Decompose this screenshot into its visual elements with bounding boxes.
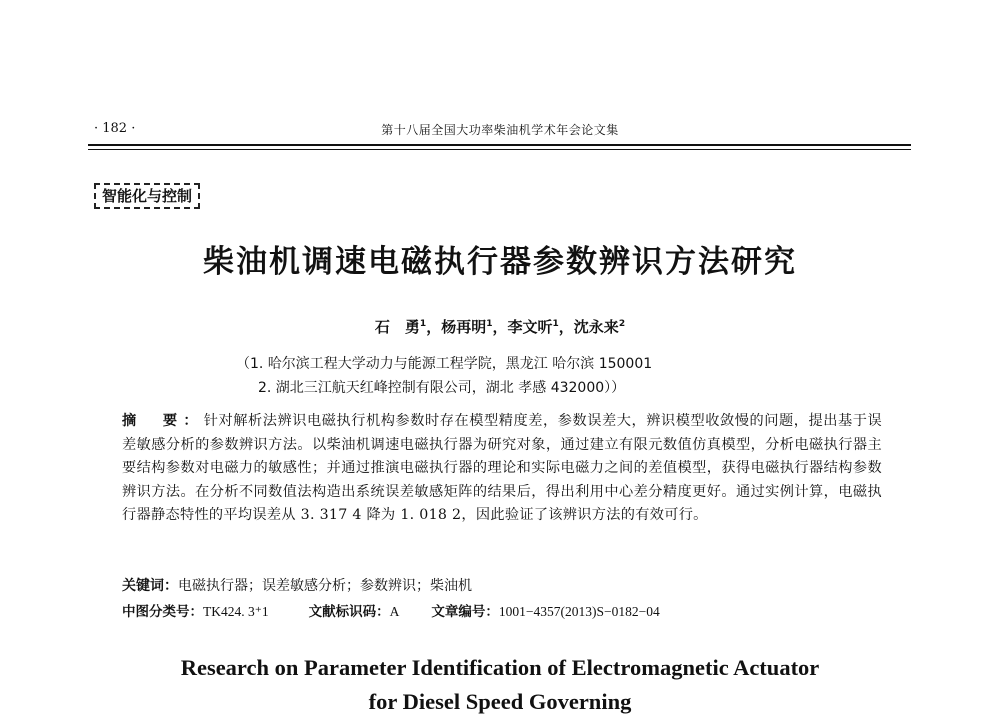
- article-number-value: 1001−4357(2013)S−0182−04: [498, 604, 660, 619]
- paper-title-cn: 柴油机调速电磁执行器参数辨识方法研究: [203, 244, 797, 280]
- classification-line: [122, 600, 660, 620]
- author-separator: ，: [426, 318, 442, 336]
- section-tag: 智能化与控制: [94, 183, 200, 209]
- abstract-label: 摘 要：: [122, 413, 204, 429]
- clc-value: TK424. 3⁺1: [203, 604, 269, 619]
- author-name: 杨再明: [441, 318, 487, 336]
- title-en-line-1: Research on Parameter Identification of Electromagnetic Actuator: [180, 655, 820, 680]
- affiliation-line-2: 2. 湖北三江航天红峰控制有限公司，湖北 孝感 432000））: [258, 380, 626, 396]
- author-name: 沈永来: [573, 318, 619, 336]
- abstract: [122, 410, 882, 528]
- keywords-text: 电磁执行器；误差敏感分析；参数辨识；柴油机: [178, 578, 472, 594]
- author-affil-mark: 1: [486, 319, 493, 329]
- header-rule-thin: [88, 149, 911, 150]
- author-name: 石 勇: [374, 318, 420, 336]
- author-list: [0, 316, 1000, 337]
- doc-code-label: 文献标识码：: [308, 604, 390, 620]
- author-affil-mark: 2: [618, 319, 626, 329]
- affiliation-line-1: （1. 哈尔滨工程大学动力与能源工程学院，黑龙江 哈尔滨 150001: [236, 356, 653, 372]
- article-number-label: 文章编号：: [431, 604, 499, 620]
- header-rule-thick: [88, 144, 911, 146]
- author-name: 李文听: [507, 318, 553, 336]
- paper-title-en: [0, 651, 1000, 719]
- author-separator: ，: [492, 318, 508, 336]
- abstract-text: 针对解析法辨识电磁执行机构参数时存在模型精度差，参数误差大，辨识模型收敛慢的问题，提出基于误差敏感分析的参数辨识方法。以柴油机调速电磁执行器为研究对象，通过建立有限元数值仿真模型，分析电磁执行器主要结构参数对电磁力的敏感性；并通过推演电磁执行器的理论和实际电磁力之间的差值模型，获得电磁执行器结构参数辨识方法。在分析不同数值法构造出系统误差敏感矩阵的结果后，得出利用中心差分精度更好。通过实例计算，电磁执行器静态特性的平均误差从 3. 317 4 降为 1. 018 2，因此验证了该辨识方法的有效可行。: [122, 413, 882, 523]
- running-title: 第十八届全国大功率柴油机学术年会论文集: [381, 123, 619, 137]
- keywords-label: 关键词：: [122, 578, 178, 594]
- clc-label: 中图分类号：: [122, 604, 203, 620]
- keywords: [122, 575, 472, 595]
- page-number: · 182 ·: [94, 121, 136, 136]
- author-separator: ，: [558, 318, 574, 336]
- doc-code-value: A: [389, 604, 400, 619]
- author-affil-mark: 1: [419, 319, 427, 329]
- title-en-line-2: for Diesel Speed Governing: [368, 689, 632, 714]
- author-affil-mark: 1: [552, 319, 559, 329]
